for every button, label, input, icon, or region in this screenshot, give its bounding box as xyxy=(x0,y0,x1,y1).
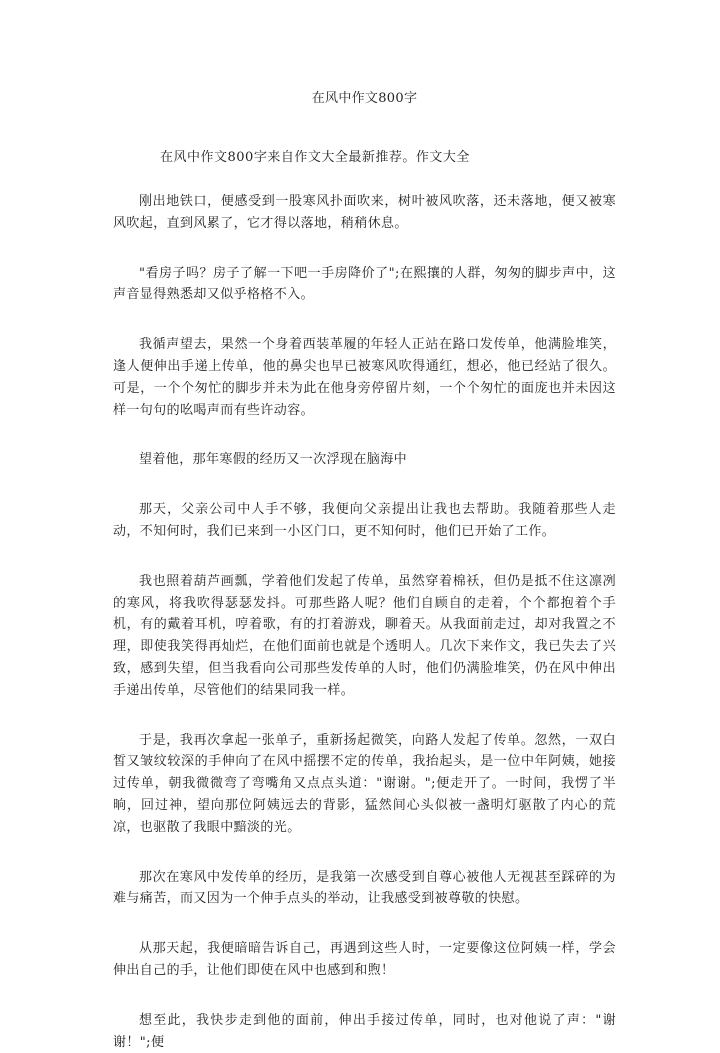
paragraph-1: 刚出地铁口，便感受到一股寒风扑面吹来，树叶被风吹落，还未落地，便又被寒风吹起，直到风累了，它才得以落地，稍稍休息。 xyxy=(113,194,616,231)
paragraph-8: 那次在寒风中发传单的经历，是我第一次感受到自尊心被他人无视甚至踩碎的为难与痛苦，而又因为一个伸手点头的举动，让我感受到被尊敬的快慰。 xyxy=(113,869,616,907)
paragraph-9: 从那天起，我便暗暗告诉自己，再遇到这些人时，一定要像这位阿姨一样，学会伸出自己的手，让他们即使在风中也感到和煦！ xyxy=(113,941,616,978)
paragraph-4: 望着他，那年寒假的经历又一次浮现在脑海中 xyxy=(139,452,408,468)
document-subtitle: 在风中作文800字来自作文大全最新推荐。作文大全 xyxy=(160,150,470,165)
paragraph-6: 我也照着葫芦画瓢，学着他们发起了传单，虽然穿着棉袄，但仍是抵不住这凛冽的寒风，将我吹得瑟瑟发抖。可那些路人呢？他们自顾自的走着，个个都抱着个手机，有的戴着耳机，哼着歌，有的打着游戏，聊着天。从我面前走过，却对我置之不理，即使我笑得再灿烂，在他们面前也就是个透明人。几次下来作文，我已失去了兴致，感到失望，但当我看向公司那些发传单的人时，他们仍满脸堆笑，仍在风中伸出手递出传单，尽管他们的结果同我一样。 xyxy=(113,573,616,698)
paragraph-3: 我循声望去，果然一个身着西装革履的年轻人正站在路口发传单，他满脸堆笑，逢人便伸出手递上传单，他的鼻尖也早已被寒风吹得通红，想必，他已经站了很久。可是，一个个匆忙的脚步并未为此在他身旁停留片刻，一个个匆忙的面庞也并未因这样一句句的吆喝声而有些许动容。 xyxy=(113,337,616,418)
paragraph-2: "看房子吗？房子了解一下吧一手房降价了";在熙攘的人群，匆匆的脚步声中，这声音显得熟悉却又似乎格格不入。 xyxy=(113,265,616,303)
document-title: 在风中作文800字 xyxy=(311,91,418,106)
paragraph-7: 于是，我再次拿起一张单子，重新扬起微笑，向路人发起了传单。忽然，一双白皙又皱纹较深的手伸向了在风中摇摆不定的传单，我抬起头，是一位中年阿姨，她接过传单，朝我微微弯了弯嘴角又点点头道："谢谢。";便走开了。一时间，我愣了半晌，回过神，望向那位阿姨远去的背影，猛然间心头似被一盏明灯驱散了内心的荒凉，也驱散了我眼中黯淡的光。 xyxy=(113,732,616,835)
paragraph-10: 想至此，我快步走到他的面前，伸出手接过传单，同时，也对他说了声："谢谢！";便 xyxy=(113,1012,616,1050)
paragraph-5: 那天，父亲公司中人手不够，我便向父亲提出让我也去帮助。我随着那些人走动，不知何时，我们已来到一小区门口，更不知何时，他们已开始了工作。 xyxy=(113,502,616,539)
